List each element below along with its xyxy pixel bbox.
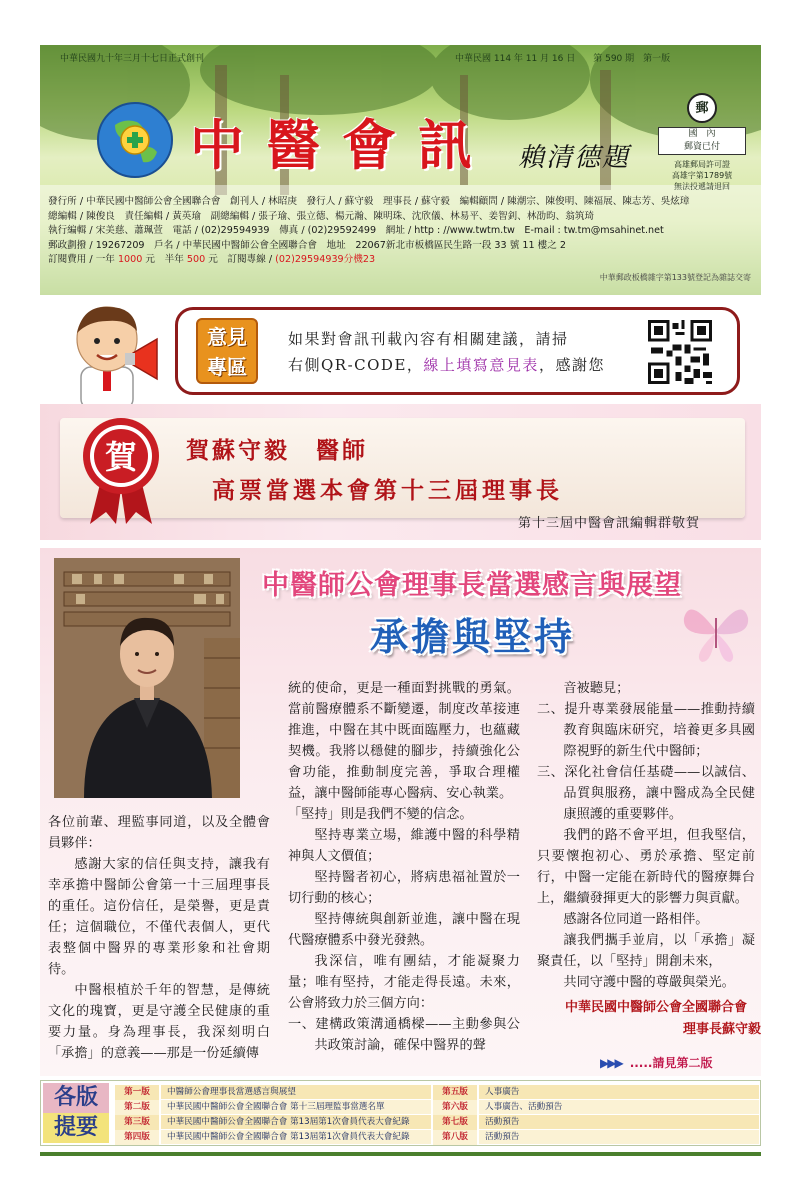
fee-label: 訂閱費用 / 一年 bbox=[48, 254, 118, 266]
congratulation-banner bbox=[40, 404, 761, 540]
lead-article bbox=[40, 548, 761, 1076]
article-title: 承擔與堅持 bbox=[370, 615, 576, 659]
article-paragraph: 「堅持」則是我們不變的信念。 bbox=[288, 807, 473, 822]
index-page-number: 第四版 bbox=[115, 1130, 159, 1145]
index-page-number: 第五版 bbox=[433, 1085, 477, 1100]
postage-box-line: 國 內 bbox=[688, 129, 716, 139]
index-page-title: 人事廣告 bbox=[479, 1085, 759, 1099]
info-line: 發行所 / 中華民國中醫師公會全國聯合會 創刊人 / 林昭庚 發行人 / 蘇守毅 理事長 / 蘇守毅 編輯顧問 / 陳潮宗、陳俊明、陳福展、陳志芳、吳炫璋 bbox=[48, 196, 690, 207]
postage-stamp-icon: 郵 bbox=[687, 93, 717, 123]
article-paragraph: 感謝各位同道一路相伴。 bbox=[563, 912, 709, 927]
index-page-number: 第六版 bbox=[433, 1100, 477, 1115]
opinion-tag-line: 專區 bbox=[207, 355, 247, 379]
article-paragraph: 堅持專業立場，維護中醫的科學精神與人文價值； bbox=[288, 828, 520, 864]
article-column-2 bbox=[288, 678, 520, 1056]
index-page-title: 活動預告 bbox=[479, 1115, 759, 1129]
opinion-qr-text: 右側QR-CODE， bbox=[288, 356, 424, 374]
postage-permit-line: 無法投遞請退回 bbox=[674, 182, 730, 191]
postage-paid-block bbox=[650, 93, 754, 192]
butterfly-decoration-icon bbox=[680, 596, 752, 666]
article-list-item: 三、深化社會信任基礎——以誠信、品質與服務，讓中醫成為全民健康照護的重要夥伴。 bbox=[537, 765, 755, 822]
info-line: 總編輯 / 陳俊良 責任編輯 / 黃英瑜 副總編輯 / 張子瑜、張立德、楊元瀚、陳明珠、沈欣儀、林易平、姜智釗、林劭昀、翁筑琦 bbox=[48, 210, 595, 222]
newsletter-title: 中醫會訊 bbox=[190, 113, 494, 177]
continued-text: .....請見第二版 bbox=[629, 1056, 713, 1070]
congratulation-subheadline: 高票當選本會第十三屆理事長 bbox=[212, 477, 563, 504]
article-paragraph: 堅持傳統與創新並進，讓中醫在現代醫療體系中發光發熱。 bbox=[288, 912, 520, 948]
association-globe-logo bbox=[95, 100, 175, 180]
index-page-number: 第一版 bbox=[115, 1085, 159, 1100]
opinion-message bbox=[288, 326, 618, 378]
publisher-info bbox=[48, 195, 753, 268]
article-list-item: 音被聽見； bbox=[537, 681, 630, 696]
issue-info: 中華民國 114 年 11 月 16 日 第 590 期 第一版 bbox=[455, 54, 671, 64]
qr-code-icon[interactable] bbox=[648, 320, 712, 384]
opinion-banner bbox=[175, 307, 740, 395]
subscription-phone: (02)29594939分機23 bbox=[275, 254, 376, 266]
info-line: 郵政劃撥 / 19267209 戶名 / 中華民國中醫師公會全國聯合會 地址 22067新北市板橋區民生路一段 33 號 11 樓之 2 bbox=[48, 239, 566, 251]
postage-permit-line: 高雄字第1789號 bbox=[671, 171, 733, 180]
opinion-line bbox=[288, 352, 618, 378]
opinion-tag-line: 意見 bbox=[207, 325, 247, 349]
index-page-title: 中醫師公會理事長當選感言與展望 bbox=[161, 1085, 431, 1099]
info-line: 執行編輯 / 宋美慈、蕭珮萱 電話 / (02)29594939 傳真 / (02)29592499 網址 / http : //www.twtm.tw E-mail : tw.tm@msahinet.net bbox=[48, 225, 664, 237]
article-paragraph: 感謝大家的信任與支持，讓我有幸承擔中醫師公會第一十三屆理事長的重任。這份信任，是榮譽，更是責任；這個職位，不僅代表個人，更代表整個中醫界的專業形象和社會期待。 bbox=[48, 857, 270, 977]
opinion-section-tag bbox=[196, 318, 258, 384]
subscription-line bbox=[48, 253, 753, 268]
article-paragraph: 讓我們攜手並肩，以「承擔」凝聚責任，以「堅持」開創未來， bbox=[537, 933, 755, 969]
index-page-title: 活動預告 bbox=[479, 1130, 759, 1144]
triple-arrow-icon: ▶▶▶ bbox=[600, 1056, 622, 1070]
postage-box bbox=[658, 127, 746, 155]
index-label bbox=[43, 1083, 109, 1143]
index-page-number: 第八版 bbox=[433, 1130, 477, 1145]
calligraphy-inscription: 賴清德題 bbox=[518, 143, 631, 173]
index-page-title: 人事廣告、活動預告 bbox=[479, 1100, 759, 1114]
article-paragraph: 各位前輩、理監事同道，以及全體會員夥伴： bbox=[48, 815, 270, 851]
index-page-title: 中華民國中醫師公會全國聯合會 第13屆第1次會員代表大會紀錄 bbox=[161, 1130, 431, 1144]
index-page-title: 中華民國中醫師公會全國聯合會 第十三屆理監事當選名單 bbox=[161, 1100, 431, 1114]
article-paragraph: 堅持醫者初心，將病患福祉置於一切行動的核心； bbox=[288, 870, 520, 906]
congratulation-signature: 第十三屆中醫會訊編輯群敬賀 bbox=[518, 516, 701, 531]
index-page-number: 第七版 bbox=[433, 1115, 477, 1130]
page-index bbox=[40, 1080, 761, 1146]
fee-half-unit: 元 訂閱專線 / bbox=[205, 254, 276, 266]
article-list-item: 一、建構政策溝通橋樑——主動參與公共政策討論，確保中醫界的聲 bbox=[288, 1017, 520, 1053]
article-subtitle: 中醫師公會理事長當選感言與展望 bbox=[262, 570, 682, 601]
fee-year-unit: 元 半年 bbox=[142, 254, 187, 266]
article-signature-name: 理事長蘇守毅 bbox=[682, 1022, 761, 1037]
article-paragraph: 我深信，唯有團結，才能凝聚力量；唯有堅持，才能走得長遠。未來，公會將致力於三個方向： bbox=[288, 954, 520, 1011]
article-paragraph: 共同守護中醫的尊嚴與榮光。 bbox=[563, 975, 735, 990]
index-page-number: 第二版 bbox=[115, 1100, 159, 1115]
article-list-item: 二、提升專業發展能量——推動持續教育與臨床研究，培養更多具國際視野的新生代中醫師； bbox=[537, 702, 755, 759]
index-page-number: 第三版 bbox=[115, 1115, 159, 1130]
fee-year: 1000 bbox=[117, 254, 143, 266]
article-signature-org: 中華民國中醫師公會全國聯合會 bbox=[565, 1000, 748, 1015]
opinion-thanks: ，感謝您 bbox=[538, 356, 605, 374]
article-paragraph: 中醫根植於千年的智慧，是傳統文化的瑰寶，更是守護全民健康的重要力量。身為理事長，我深刻明白「承擔」的意義——那是一份延續傳 bbox=[48, 983, 270, 1061]
badge-character: 賀 bbox=[104, 438, 138, 476]
doctor-megaphone-illustration bbox=[53, 297, 161, 409]
postage-permit-line: 高雄郵局許可證 bbox=[674, 160, 730, 169]
article-paragraph: 我們的路不會平坦，但我堅信，只要懷抱初心、勇於承擔、堅定前行，中醫一定能在新時代的醫療舞台上，繼續發揮更大的影響力與貢獻。 bbox=[537, 828, 755, 906]
postal-registration: 中華郵政板橋雜字第133號登記為雜誌交寄 bbox=[599, 273, 751, 282]
opinion-form-link[interactable]: 線上填寫意見表 bbox=[423, 356, 539, 374]
bottom-rule bbox=[40, 1152, 761, 1156]
postage-box-line: 郵資已付 bbox=[683, 142, 720, 152]
portrait-photo bbox=[54, 558, 240, 798]
fee-half: 500 bbox=[186, 254, 206, 266]
founding-date: 中華民國九十年三月十七日正式創刊 bbox=[60, 54, 205, 64]
congratulation-headline: 賀蘇守毅 醫師 bbox=[186, 437, 368, 464]
index-label-bottom: 提要 bbox=[43, 1113, 109, 1143]
article-paragraph: 統的使命，更是一種面對挑戰的勇氣。當前醫療體系不斷變遷，制度改革接連推進，中醫在其中既面臨壓力，也蘊藏契機。我將以穩健的腳步，持續強化公會功能，推動制度完善，爭取合理權益，讓中醫師能專心醫病、安心執業。 bbox=[288, 681, 520, 801]
index-label-top: 各版 bbox=[43, 1083, 109, 1113]
masthead bbox=[40, 45, 761, 295]
index-page-title: 中華民國中醫師公會全國聯合會 第13屆第1次會員代表大會紀錄 bbox=[161, 1115, 431, 1129]
opinion-line: 如果對會訊刊載內容有相關建議，請掃 bbox=[288, 330, 569, 348]
congratulation-rosette-icon bbox=[80, 416, 162, 526]
article-column-3 bbox=[537, 678, 755, 993]
continued-link[interactable] bbox=[600, 1054, 712, 1071]
article-column-1 bbox=[48, 812, 270, 1064]
